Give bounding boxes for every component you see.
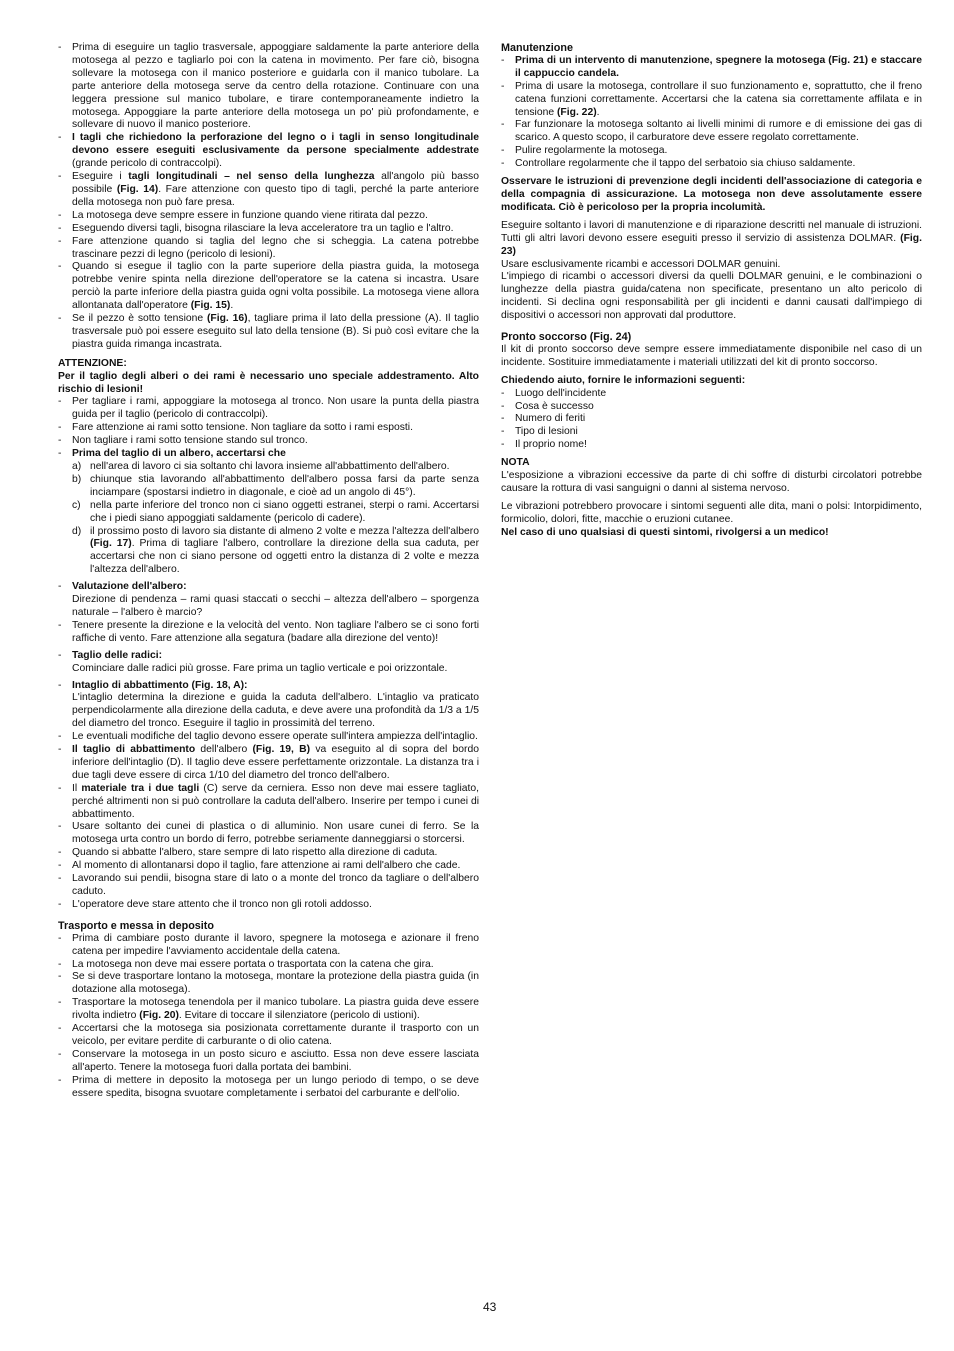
list-dash: - — [58, 873, 62, 885]
item-text: Prima di mettere in deposito la motosega per un lungo periodo di tempo, o se deve essere spedita, bisogna svuotare completamente i serbatoi del carburante e dell'olio. — [72, 1074, 479, 1099]
list-dash: - — [501, 413, 505, 425]
list-item — [58, 620, 479, 646]
item-text: nell'area di lavoro ci sia soltanto chi lavora insieme all'abbattimento dell'albero. — [90, 461, 450, 472]
list-item — [58, 448, 479, 461]
item-text: La motosega deve sempre essere in funzione quando viene ritirata dal pezzo. — [72, 209, 428, 221]
paragraph-text: Il kit di pronto soccorso deve sempre essere immediatamente disponibile nel caso di un incidente. Sostituire immediatamente i materiali utilizzati del kit di pronto soccorso. — [501, 343, 922, 368]
section-heading — [501, 42, 922, 55]
item-text: Taglio delle radici: — [72, 649, 163, 661]
list-dash: - — [501, 158, 505, 170]
list-item — [58, 959, 479, 972]
item-continuation — [58, 663, 479, 676]
item-text: Tipo di lesioni — [515, 426, 578, 438]
item-text: Prima di cambiare posto durante il lavoro, spegnere la motosega e azionare il freno catena per impedire l'avviamento accidentale della catena. — [72, 932, 479, 957]
item-text: chiunque stia lavorando all'abbattimento dell'albero possa farsi da parte senza inciampare (spostarsi indietro in diagonale, e cioè ad un angolo di 45°). — [90, 473, 479, 498]
bold-paragraph — [58, 371, 479, 397]
list-item — [501, 388, 922, 401]
item-bold-text: (Fig. 15) — [190, 300, 231, 312]
item-text: La motosega non deve mai essere portata o trasportata con la catena che gira. — [72, 958, 434, 970]
item-text: Per tagliare i rami, appoggiare la motosega al tronco. Non usare la punta della piastra guida per il taglio (pericolo di contraccolpi). — [72, 396, 479, 421]
list-dash: - — [58, 619, 62, 631]
bold-paragraph — [501, 527, 922, 540]
item-bold-text: (Fig. 16) — [206, 313, 248, 325]
paragraph-text: Nel caso di uno qualsiasi di questi sintomi, rivolgersi a un medico! — [501, 526, 829, 538]
list-dash: - — [58, 898, 62, 910]
item-text: I tagli che richiedono la perforazione del legno o i tagli in senso longitudinale devono essere eseguiti esclusivamente da persone specialmente addestrate — [72, 132, 479, 157]
list-item — [58, 847, 479, 860]
list-item — [501, 401, 922, 414]
bold-paragraph — [501, 375, 922, 388]
list-dash: - — [58, 209, 62, 221]
item-text: Prima di usare la motosega, controllare il suo funzionamento e, soprattutto, che il freno catena funzioni correttamente. Accertarsi che la catena sia correttamente affilata e in tensione — [515, 80, 922, 118]
item-text: Tenere presente la direzione e la velocità del vento. Non tagliare l'albero se ci sono forti raffiche di vento. Fare attenzione alla segatura (badare alla direzione del vento)! — [72, 619, 479, 644]
list-item — [501, 426, 922, 439]
item-text: va eseguito al di sopra del bordo inferiore dell'intaglio (D). Il taglio deve essere perfettamente orizzontale. La distanza tra i due tagli deve essere di circa 1/10 del diametro del tronco dell'albero. — [72, 744, 479, 781]
page-number: 43 — [483, 1300, 497, 1314]
paragraph — [501, 220, 922, 259]
list-item — [58, 435, 479, 448]
list-dash: - — [58, 422, 62, 434]
item-text: Accertarsi che la motosega sia posizionata correttamente durante il trasporto con un veicolo, per evitare perdite di carburante o di olio catena. — [72, 1023, 479, 1047]
item-text: Fare attenzione ai rami sotto tensione. Non tagliare da sotto i rami esposti. — [72, 422, 413, 434]
sub-list-item — [58, 474, 479, 500]
item-text: Controllare regolarmente che il tappo del serbatoio sia chiuso saldamente. — [515, 158, 856, 170]
bold-paragraph — [501, 176, 922, 215]
list-item — [501, 413, 922, 426]
figure-reference: (Fig. 23) — [501, 232, 922, 257]
item-text: Se il pezzo è sotto tensione — [72, 313, 207, 325]
item-text: Luogo dell'incidente — [515, 387, 607, 399]
list-item — [58, 261, 479, 313]
list-item — [58, 132, 479, 171]
list-item — [58, 313, 479, 352]
paragraph-text: Chiedendo aiuto, fornire le informazioni seguenti: — [501, 374, 746, 386]
paragraph — [501, 259, 922, 272]
item-text: . — [230, 300, 234, 312]
item-text: Conservare la motosega in un posto sicuro e asciutto. Essa non deve essere lasciata all'aperto. Tenere la motosega fuori dalla portata dei bambini. — [72, 1048, 479, 1073]
list-dash: - — [58, 313, 62, 325]
paragraph — [501, 271, 922, 323]
item-text: Quando si abbatte l'albero, stare sempre di lato rispetto alla direzione di caduta. — [72, 847, 438, 859]
list-dash: - — [58, 396, 62, 408]
left-column — [58, 42, 479, 1101]
list-item — [58, 680, 479, 693]
item-text: Fare attenzione quando si taglia del legno che si scheggia. La catena potrebbe trascinare pezzi di legno (pericolo di lesioni). — [72, 235, 479, 260]
item-text: , tagliare prima il lato della pressione (A). Il taglio trasversale può poi essere eseguito sul lato della tensione (B). Si può così evitare che la piastra guida rimanga incastrata. — [72, 313, 479, 350]
list-dash: - — [58, 435, 62, 447]
item-text: (grande pericolo di contraccolpi). — [72, 158, 223, 170]
list-item — [58, 1049, 479, 1075]
paragraph-text: L'esposizione a vibrazioni eccessive da parte di chi soffre di disturbi circolatori potrebbe causare la rottura di vasi sanguigni o danni al sistema nervoso. — [501, 470, 922, 494]
list-dash: - — [501, 54, 505, 66]
sub-list-item — [58, 461, 479, 474]
list-letter: d) — [72, 525, 82, 537]
item-text: all'angolo più basso possibile — [72, 171, 479, 195]
item-bold-text: (Fig. 19, B) — [252, 744, 311, 756]
list-dash: - — [58, 847, 62, 859]
paragraph-text: Osservare le istruzioni di prevenzione degli incidenti dell'associazione di categoria e della compagnia di assicurazione. La motosega non deve assolutamente essere modificata. Ciò è pericoloso per la propria incolumità. — [501, 176, 922, 213]
item-text: Prima del taglio di un albero, accertarsi che — [72, 448, 286, 460]
item-text: Il — [72, 782, 82, 794]
item-text: . Evitare di toccare il silenziatore (pericolo di ustioni). — [178, 1010, 420, 1022]
list-letter: a) — [72, 461, 82, 472]
list-item — [58, 821, 479, 847]
item-text: . Fare attenzione con questo tipo di tagli, perché la parte anteriore della motosega non può fare presa. — [72, 183, 479, 208]
paragraph-text: Cominciare dalle radici più grosse. Fare prima un taglio verticale e poi orizzontale. — [72, 662, 448, 674]
list-dash: - — [58, 958, 62, 970]
item-bold-text: tagli longitudinali – nel senso della lunghezza — [128, 171, 375, 183]
list-item — [58, 171, 479, 210]
list-letter: c) — [72, 499, 81, 511]
list-item — [58, 783, 479, 822]
list-dash: - — [58, 261, 62, 273]
heading-text: Trasporto e messa in deposito — [58, 919, 214, 932]
list-item — [58, 1023, 479, 1049]
list-dash: - — [501, 439, 505, 451]
list-dash: - — [58, 235, 62, 247]
heading-text: Manutenzione — [501, 42, 573, 54]
list-dash: - — [501, 119, 505, 131]
item-text: Intaglio di abbattimento (Fig. 18, A): — [72, 679, 248, 691]
paragraph-text: ATTENZIONE: — [58, 357, 127, 369]
paragraph — [501, 501, 922, 527]
item-text: Il proprio nome! — [515, 439, 587, 451]
list-dash: - — [58, 932, 62, 944]
list-dash: - — [58, 171, 62, 183]
list-item — [58, 650, 479, 663]
section-heading — [501, 331, 922, 344]
item-text: . — [596, 106, 600, 118]
list-dash: - — [58, 222, 62, 234]
list-item — [58, 396, 479, 422]
item-text: Non tagliare i rami sotto tensione stando sul tronco. — [72, 435, 308, 447]
item-text: (C) serve da cerniera. Esso non deve mai essere tagliato, perché altrimenti non si può controllare la caduta dell'albero. Inserire per tempo i cunei di abbattimento. — [72, 782, 480, 820]
item-text: Prima di un intervento di manutenzione, spegnere la motosega (Fig. 21) e staccare il cappuccio candela. — [515, 54, 922, 79]
list-item — [58, 997, 479, 1023]
list-dash: - — [58, 971, 62, 983]
list-dash: - — [58, 649, 62, 661]
item-bold-text: (Fig. 20) — [139, 1010, 179, 1022]
paragraph — [501, 470, 922, 496]
paragraph-text: Le vibrazioni potrebbero provocare i sintomi seguenti alle dita, mani o polsi: Intorpidimento, formicolio, dolori, fitte, macchie o eruzioni cutanee. — [501, 500, 922, 525]
paragraph-text: Per il taglio degli alberi o dei rami è necessario uno speciale addestramento. Alto rischio di lesioni! — [58, 370, 479, 395]
list-dash: - — [58, 1048, 62, 1060]
list-item — [58, 873, 479, 899]
item-continuation — [58, 594, 479, 620]
list-dash: - — [58, 782, 62, 794]
item-text: Eseguendo diversi tagli, bisogna rilasciare la leva acceleratore tra un taglio e l'altro. — [72, 222, 454, 234]
list-dash: - — [58, 581, 62, 593]
list-item — [501, 55, 922, 81]
paragraph-text: L'impiego di ricambi o accessori diversi da quelli DOLMAR genuini, e le combinazioni o lunghezze della piastra guida/catena non specificate, presentano un alto pericolo di incidenti. Si declina ogni responsabilità per gli incidenti e danni causati dall'impiego di dispositivi o accessori non approvati dal produttore. — [501, 271, 922, 322]
paragraph — [501, 344, 922, 370]
item-bold-text: (Fig. 17) — [90, 538, 132, 550]
list-dash: - — [501, 426, 505, 438]
list-dash: - — [501, 400, 505, 412]
item-text: dell'albero — [195, 744, 253, 756]
bold-paragraph — [501, 457, 922, 470]
paragraph-text: Direzione di pendenza – rami quasi staccati o secchi – altezza dell'albero – sporgenza naturale – l'albero è marcio? — [72, 594, 479, 618]
item-text: Pulire regolarmente la motosega. — [515, 145, 668, 157]
item-bold-text: materiale tra i due tagli — [81, 782, 200, 794]
item-text: Far funzionare la motosega soltanto ai livelli minimi di rumore e di emissione dei gas di scarico. A questo scopo, il carburatore deve essere regolato correttamente. — [515, 119, 922, 144]
list-dash: - — [501, 387, 505, 399]
item-bold-text: (Fig. 22) — [556, 106, 597, 118]
list-item — [501, 158, 922, 171]
list-letter: b) — [72, 473, 82, 485]
list-item — [58, 42, 479, 132]
list-dash: - — [501, 80, 505, 92]
list-item — [501, 81, 922, 120]
item-text: Usare soltanto dei cunei di plastica o di alluminio. Non usare cunei di ferro. Se la motosega urta contro un bordo di ferro, potrebbe seriamente danneggiarsi o storcersi. — [72, 821, 479, 846]
list-dash: - — [58, 744, 62, 756]
item-bold-text: Il taglio di abbattimento — [72, 744, 196, 756]
heading-text: Pronto soccorso (Fig. 24) — [501, 331, 632, 344]
list-dash: - — [58, 997, 62, 1009]
bold-paragraph — [58, 358, 479, 371]
item-text: Se si deve trasportare lontano la motosega, montare la protezione della piastra guida (in dotazione alla motosega). — [72, 971, 479, 996]
list-item — [58, 581, 479, 594]
list-item — [58, 860, 479, 873]
list-item — [58, 1075, 479, 1101]
item-bold-text: (Fig. 14) — [116, 183, 159, 195]
item-text: Prima di eseguire un taglio trasversale, appoggiare saldamente la parte anteriore della motosega al pezzo e tagliarlo poi con la catena in movimento. Per fare ciò, bisogna sollevare la motosega con il manico posteriore e guidarla con il manico tubolare. La parte anteriore della motosega serve da centro della rotazione. Continuare con una leggera pressione sul manico tubolare, e tirare contemporaneamente indietro la motosega. Appoggiare la parte anteriore della motosega un po' più profondamente, e sollevare di nuovo il manico posteriore. — [72, 42, 479, 131]
list-dash: - — [58, 1023, 62, 1035]
list-item — [58, 744, 479, 783]
item-text: Le eventuali modifiche del taglio devono essere operate sull'intera ampiezza dell'intaglio. — [72, 731, 478, 743]
list-item — [58, 236, 479, 262]
list-dash: - — [58, 731, 62, 743]
paragraph-text: Eseguire soltanto i lavori di manutenzione e di riparazione descritti nel manuale di istruzioni. Tutti gli altri lavori devono essere eseguiti presso il servizio di assistenza DOLMAR. — [501, 219, 922, 244]
item-text: Al momento di allontanarsi dopo il taglio, fare attenzione ai rami dell'albero che cade. — [72, 860, 461, 872]
list-dash: - — [58, 860, 62, 872]
list-item — [58, 210, 479, 223]
list-dash: - — [58, 821, 62, 833]
list-item — [58, 223, 479, 236]
item-text: Numero di feriti — [515, 413, 586, 425]
list-dash: - — [58, 42, 62, 53]
item-text: nella parte inferiore del tronco non ci siano oggetti estranei, sterpi o rami. Accertarsi che i piedi siano appoggiati saldamente (pericolo di cadere). — [90, 499, 479, 524]
item-text: Trasportare la motosega tenendola per il manico tubolare. La piastra guida deve essere rivolta indietro — [72, 997, 479, 1022]
list-dash: - — [58, 132, 62, 144]
list-item — [58, 899, 479, 912]
list-dash: - — [501, 145, 505, 157]
item-text: . Prima di tagliare l'albero, controllare la direzione della sua caduta, per accertarsi che non ci siano persone od oggetti entro la distanza di 2 volte e mezza l'altezza dell'albero. — [90, 538, 480, 576]
item-text: Valutazione dell'albero: — [72, 581, 187, 593]
item-text: Cosa è successo — [515, 400, 594, 412]
item-text: il prossimo posto di lavoro sia distante di almeno 2 volte e mezza l'altezza dell'albero — [90, 525, 479, 537]
paragraph-text: Usare esclusivamente ricambi e accessori DOLMAR genuini. — [501, 258, 781, 270]
list-dash: - — [58, 1074, 62, 1086]
sub-list-item — [58, 500, 479, 526]
right-column — [501, 42, 922, 540]
list-dash: - — [58, 448, 62, 460]
list-item — [58, 731, 479, 744]
paragraph-text: L'intaglio determina la direzione e guida la caduta dell'albero. L'intaglio va praticato perpendicolarmente alla direzione della caduta, e deve avere una profondità da 1/3 a 1/5 del diametro del tronco. Eseguire il taglio in prossimità del terreno. — [72, 692, 479, 730]
item-text: L'operatore deve stare attento che il tronco non gli rotoli addosso. — [72, 898, 372, 910]
list-item — [501, 119, 922, 145]
item-text: Lavorando sui pendii, bisogna stare di lato o a monte del tronco da tagliare o dell'albero caduto. — [72, 873, 479, 897]
list-dash: - — [58, 679, 62, 691]
list-item — [58, 422, 479, 435]
sub-list-item — [58, 526, 479, 578]
list-item — [58, 971, 479, 997]
item-text: Eseguire i — [72, 171, 129, 183]
list-item — [501, 145, 922, 158]
item-continuation — [58, 692, 479, 731]
list-item — [58, 933, 479, 959]
paragraph-text: NOTA — [501, 457, 530, 469]
list-item — [501, 439, 922, 452]
item-text: Quando si esegue il taglio con la parte superiore della piastra guida, la motosega potrebbe venire spinta nella direzione dell'operatore se la catena si incastra. Usare perciò la parte inferiore della piastra guida ogni volta possibile. La motosega viene allora allontanata dall'operatore — [72, 261, 479, 312]
section-heading — [58, 920, 479, 933]
